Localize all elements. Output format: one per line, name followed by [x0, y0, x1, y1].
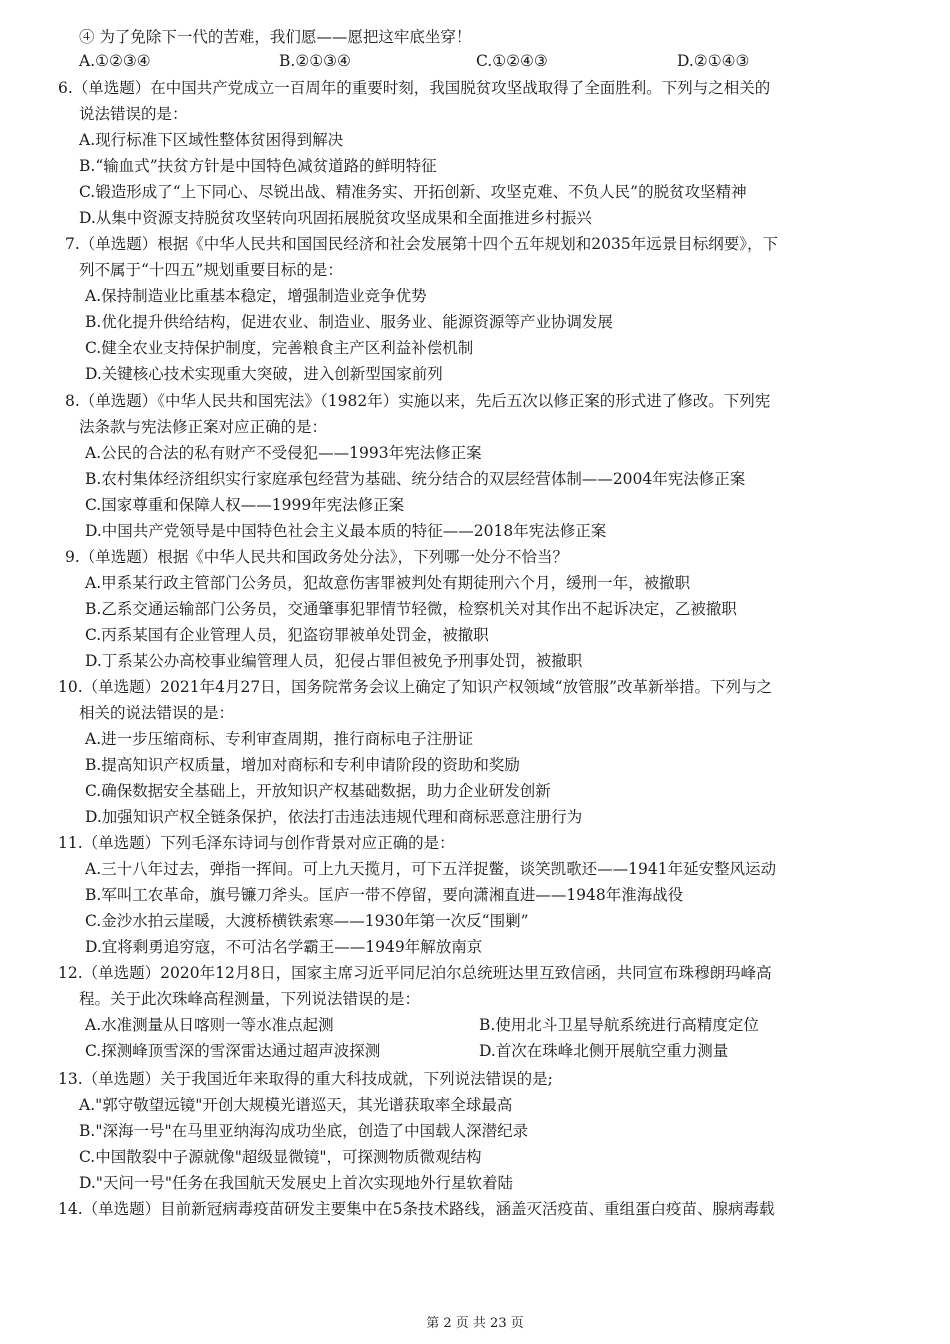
q7-option-c: C.健全农业支持保护制度，完善粮食主产区利益补偿机制	[85, 339, 474, 357]
q5-option-b: B.②①③④	[279, 52, 351, 70]
q8-option-b: B.农村集体经济组织实行家庭承包经营为基础、统分结合的双层经营体制——2004年宪法修正案	[85, 470, 746, 488]
q10-stem-line2: 相关的说法错误的是：	[79, 704, 235, 722]
q8-option-a: A.公民的合法的私有财产不受侵犯——1993年宪法修正案	[85, 444, 482, 462]
q13-option-d: D."天问一号"任务在我国航天发展史上首次实现地外行星软着陆	[79, 1174, 514, 1192]
q12-stem-line1: 12.（单选题）2020年12月8日，国家主席习近平同尼泊尔总统班达里互致信函，共同宣布珠穆朗玛峰高	[58, 964, 772, 982]
q7-stem-line2: 列不属于“十四五”规划重要目标的是：	[79, 261, 343, 279]
q12-stem-line2: 程。关于此次珠峰高程测量，下列说法错误的是：	[79, 990, 421, 1008]
q6-option-c: C.锻造形成了“上下同心、尽锐出战、精准务实、开拓创新、攻坚克难、不负人民”的脱贫攻坚精神	[79, 183, 747, 201]
q7-option-b: B.优化提升供给结构，促进农业、制造业、服务业、能源资源等产业协调发展	[85, 313, 613, 331]
q9-option-c: C.丙系某国有企业管理人员，犯盗窃罪被单处罚金，被撤职	[85, 626, 489, 644]
q10-option-d: D.加强知识产权全链条保护，依法打击违法违规代理和商标恶意注册行为	[85, 808, 583, 826]
q7-option-d: D.关键核心技术实现重大突破，进入创新型国家前列	[85, 365, 443, 383]
q9-stem-line1: 9.（单选题）根据《中华人民共和国政务处分法》，下列哪一处分不恰当？	[65, 548, 569, 566]
q6-option-b: B.“输血式”扶贫方针是中国特色减贫道路的鲜明特征	[79, 157, 437, 175]
q7-stem-line1: 7.（单选题）根据《中华人民共和国国民经济和社会发展第十四个五年规划和2035年远景目标纲要》，下	[65, 235, 778, 253]
page-footer: 第 2 页 共 23 页	[426, 1316, 524, 1331]
q8-option-d: D.中国共产党领导是中国特色社会主义最本质的特征——2018年宪法修正案	[85, 522, 607, 540]
q5-option-d: D.②①④③	[677, 52, 750, 70]
q6-option-d: D.从集中资源支持脱贫攻坚转向巩固拓展脱贫攻坚成果和全面推进乡村振兴	[79, 209, 592, 227]
q7-option-a: A.保持制造业比重基本稳定，增强制造业竞争优势	[85, 287, 427, 305]
q6-stem-line1: 6.（单选题）在中国共产党成立一百周年的重要时刻，我国脱贫攻坚战取得了全面胜利。下列与之相关的	[58, 79, 771, 97]
q9-option-a: A.甲系某行政主管部门公务员，犯故意伤害罪被判处有期徒刑六个月，缓刑一年，被撤职	[85, 574, 691, 592]
q5-option-c: C.①②④③	[476, 52, 548, 70]
q6-option-a: A.现行标准下区域性整体贫困得到解决	[79, 131, 344, 149]
q9-option-b: B.乙系交通运输部门公务员，交通肇事犯罪情节轻微，检察机关对其作出不起诉决定，乙被撤职	[85, 600, 737, 618]
q11-option-c: C.金沙水拍云崖暖，大渡桥横铁索寒——1930年第一次反“围剿”	[85, 912, 529, 930]
q13-option-a: A."郭守敬望远镜"开创大规模光谱巡天，其光谱获取率全球最高	[79, 1096, 513, 1114]
q5-options	[79, 51, 879, 73]
q8-option-c: C.国家尊重和保障人权——1999年宪法修正案	[85, 496, 405, 514]
q12-option-c: C.探测峰顶雪深的雪深雷达通过超声波探测	[85, 1042, 381, 1060]
q10-option-a: A.进一步压缩商标、专利审查周期，推行商标电子注册证	[85, 730, 474, 748]
q14-stem-line1: 14.（单选题）目前新冠病毒疫苗研发主要集中在5条技术路线，涵盖灭活疫苗、重组蛋白疫苗、腺病毒载	[58, 1200, 775, 1218]
q8-stem-line2: 法条款与宪法修正案对应正确的是：	[79, 418, 328, 436]
q11-option-a: A.三十八年过去，弹指一挥间。可上九天揽月，可下五洋捉鳖，谈笑凯歌还——1941年延安整风运动	[85, 860, 777, 878]
q6-stem-line2: 说法错误的是：	[79, 105, 188, 123]
q11-option-b: B.军叫工农革命，旗号镰刀斧头。匡庐一带不停留，要向潇湘直进——1948年淮海战役	[85, 886, 684, 904]
q10-stem-line1: 10.（单选题）2021年4月27日，国务院常务会议上确定了知识产权领域“放管服”改革新举措。下列与之	[58, 678, 773, 696]
q12-option-a: A.水准测量从日喀则一等水准点起测	[85, 1016, 334, 1034]
q12-option-d: D.首次在珠峰北侧开展航空重力测量	[479, 1042, 729, 1060]
q12-option-b: B.使用北斗卫星导航系统进行高精度定位	[479, 1016, 759, 1034]
q13-option-c: C.中国散裂中子源就像"超级显微镜"，可探测物质微观结构	[79, 1148, 482, 1166]
q5-option-a: A.①②③④	[79, 52, 151, 70]
q9-option-d: D.丁系某公办高校事业编管理人员，犯侵占罪但被免予刑事处罚，被撤职	[85, 652, 583, 670]
q11-stem-line1: 11.（单选题）下列毛泽东诗词与创作背景对应正确的是：	[58, 834, 455, 852]
q13-option-b: B."深海一号"在马里亚纳海沟成功坐底，创造了中国载人深潜纪录	[79, 1122, 529, 1140]
q13-stem-line1: 13.（单选题）关于我国近年来取得的重大科技成就，下列说法错误的是;	[58, 1070, 553, 1088]
q10-option-c: C.确保数据安全基础上，开放知识产权基础数据，助力企业研发创新	[85, 782, 551, 800]
q10-option-b: B.提高知识产权质量，增加对商标和专利申请阶段的资助和奖励	[85, 756, 520, 774]
q11-option-d: D.宜将剩勇追穷寇，不可沽名学霸王——1949年解放南京	[85, 938, 483, 956]
q5-statement-4: ④ 为了免除下一代的苦难，我们愿——愿把这牢底坐穿！	[79, 28, 472, 46]
q8-stem-line1: 8.（单选题）《中华人民共和国宪法》（1982年）实施以来，先后五次以修正案的形式进了修改。下列宪	[65, 392, 771, 410]
